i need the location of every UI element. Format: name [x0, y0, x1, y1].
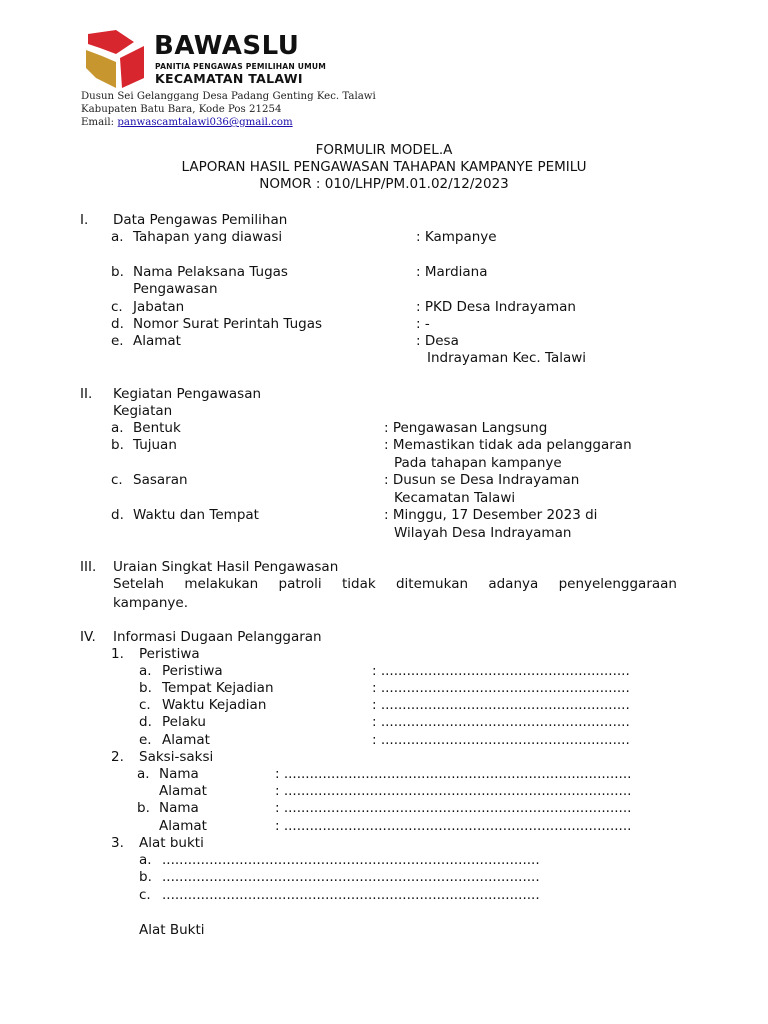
- item-value: : Minggu, 17 Desember 2023 di: [384, 507, 598, 523]
- form-title: FORMULIR MODEL.A: [315, 142, 453, 158]
- email-label: Email:: [81, 117, 115, 128]
- item-label: Alamat: [159, 783, 207, 799]
- item-value-cont: Wilayah Desa Indrayaman: [394, 525, 572, 541]
- brand-subtitle: PANITIA PENGAWAS PEMILIHAN UMUM: [155, 62, 327, 71]
- item-value: : Kampanye: [416, 229, 497, 245]
- item-label: Nomor Surat Perintah Tugas: [133, 316, 323, 332]
- item-letter: c.: [139, 887, 151, 903]
- section-2-heading-cont: Kegiatan: [113, 403, 173, 419]
- item-letter: b.: [139, 869, 152, 885]
- fill-in-field[interactable]: : ..........................................................: [372, 680, 630, 696]
- item-label: Pelaku: [162, 714, 206, 730]
- sub-number: 1.: [111, 646, 124, 662]
- logo-gold-shape: [86, 50, 116, 88]
- fill-in-field[interactable]: : ..........................................................: [372, 663, 630, 679]
- section-1-heading: Data Pengawas Pemilihan: [113, 212, 288, 228]
- item-label: Nama: [159, 800, 199, 816]
- sub-heading-saksi: Saksi-saksi: [139, 749, 214, 765]
- report-title: LAPORAN HASIL PENGAWASAN TAHAPAN KAMPANYE PEMILU: [181, 159, 587, 175]
- summary-word: melakukan: [184, 576, 259, 592]
- section-4-number: IV.: [80, 629, 96, 645]
- address-line-1: Dusun Sei Gelanggang Desa Padang Genting Kec. Talawi: [81, 91, 376, 102]
- fill-in-field[interactable]: ........................................................................................: [162, 852, 540, 868]
- item-letter: e.: [139, 732, 152, 748]
- sub-heading-bukti: Alat bukti: [139, 835, 204, 851]
- item-letter: c.: [139, 697, 151, 713]
- section-4-heading: Informasi Dugaan Pelanggaran: [113, 629, 322, 645]
- item-label: Tujuan: [133, 437, 177, 453]
- alat-bukti-label: Alat Bukti: [139, 922, 205, 938]
- section-3-heading: Uraian Singkat Hasil Pengawasan: [113, 559, 339, 575]
- brand-name: BAWASLU: [154, 31, 300, 61]
- sub-number: 2.: [111, 749, 124, 765]
- item-value: : -: [416, 316, 430, 332]
- item-label: Nama Pelaksana Tugas: [133, 264, 288, 280]
- report-number: NOMOR : 010/LHP/PM.01.02/12/2023: [259, 176, 509, 192]
- item-label: Alamat: [133, 333, 181, 349]
- fill-in-field[interactable]: : ..........................................................: [372, 697, 630, 713]
- fill-in-field[interactable]: : .................................................................................: [275, 783, 632, 799]
- fill-in-field[interactable]: : .................................................................................: [275, 818, 632, 834]
- item-letter: e.: [111, 333, 124, 349]
- email-link[interactable]: panwascamtalawi036@gmail.com: [117, 117, 293, 128]
- summary-word: penyelenggaraan: [558, 576, 677, 592]
- item-label: Alamat: [159, 818, 207, 834]
- logo-red-shape: [88, 30, 134, 54]
- summary-line-2: kampanye.: [113, 595, 188, 611]
- item-letter: b.: [111, 264, 124, 280]
- summary-line-1: [113, 576, 677, 593]
- item-value: : Pengawasan Langsung: [384, 420, 548, 436]
- section-2-heading: Kegiatan Pengawasan: [113, 386, 262, 402]
- summary-word: Setelah: [113, 576, 165, 592]
- email-line: [81, 117, 293, 129]
- item-letter: a.: [139, 663, 152, 679]
- section-2-number: II.: [80, 386, 93, 402]
- item-value: : Desa: [416, 333, 459, 349]
- item-letter: c.: [111, 299, 123, 315]
- bawaslu-logo: [82, 28, 148, 90]
- item-letter: a.: [111, 420, 124, 436]
- item-label: Nama: [159, 766, 199, 782]
- section-3-number: III.: [80, 559, 97, 575]
- brand-district: KECAMATAN TALAWI: [155, 71, 303, 86]
- summary-word: tidak: [341, 576, 376, 592]
- item-label: Peristiwa: [162, 663, 223, 679]
- fill-in-field[interactable]: ........................................................................................: [162, 869, 540, 885]
- item-value-cont: Pada tahapan kampanye: [394, 455, 562, 471]
- summary-word: adanya: [488, 576, 539, 592]
- item-letter: b.: [137, 800, 150, 816]
- item-label: Jabatan: [133, 299, 185, 315]
- fill-in-field[interactable]: ........................................................................................: [162, 887, 540, 903]
- item-letter: d.: [111, 316, 124, 332]
- fill-in-field[interactable]: : .................................................................................: [275, 766, 632, 782]
- item-label: Tahapan yang diawasi: [133, 229, 283, 245]
- item-label: Bentuk: [133, 420, 181, 436]
- item-letter: d.: [111, 507, 124, 523]
- item-value: : PKD Desa Indrayaman: [416, 299, 576, 315]
- item-value: : Mardiana: [416, 264, 488, 280]
- fill-in-field[interactable]: : ..........................................................: [372, 732, 630, 748]
- item-value: : Dusun se Desa Indrayaman: [384, 472, 580, 488]
- item-label: Waktu dan Tempat: [133, 507, 259, 523]
- item-letter: b.: [111, 437, 124, 453]
- item-letter: b.: [139, 680, 152, 696]
- fill-in-field[interactable]: : ..........................................................: [372, 714, 630, 730]
- summary-word: patroli: [278, 576, 322, 592]
- item-letter: a.: [139, 852, 152, 868]
- item-value-cont: Kecamatan Talawi: [394, 490, 516, 506]
- item-label: Sasaran: [133, 472, 188, 488]
- item-value-cont: Indrayaman Kec. Talawi: [427, 350, 587, 366]
- item-label-cont: Pengawasan: [133, 281, 218, 297]
- address-line-2: Kabupaten Batu Bara, Kode Pos 21254: [81, 104, 282, 115]
- logo-red-lower: [120, 46, 144, 88]
- item-label: Waktu Kejadian: [162, 697, 267, 713]
- item-value: : Memastikan tidak ada pelanggaran: [384, 437, 632, 453]
- item-letter: d.: [139, 714, 152, 730]
- sub-number: 3.: [111, 835, 124, 851]
- section-1-number: I.: [80, 212, 89, 228]
- item-letter: a.: [111, 229, 124, 245]
- item-label: Alamat: [162, 732, 210, 748]
- fill-in-field[interactable]: : .................................................................................: [275, 800, 632, 816]
- item-label: Tempat Kejadian: [162, 680, 274, 696]
- sub-heading-peristiwa: Peristiwa: [139, 646, 200, 662]
- item-letter: a.: [137, 766, 150, 782]
- summary-word: ditemukan: [395, 576, 469, 592]
- item-letter: c.: [111, 472, 123, 488]
